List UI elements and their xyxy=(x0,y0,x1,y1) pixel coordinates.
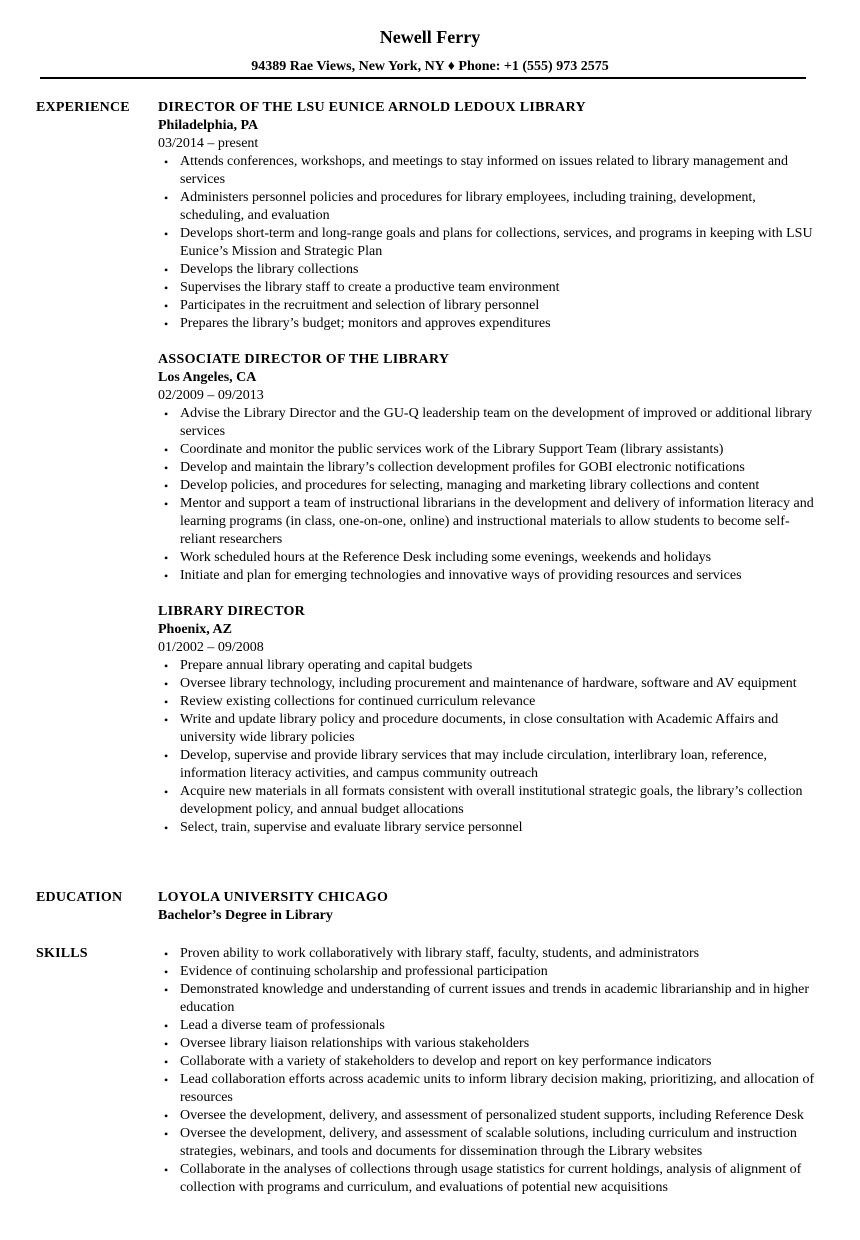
list-item: • Lead a diverse team of professionals xyxy=(158,1017,818,1035)
list-item: • Review existing collections for continued curriculum relevance xyxy=(158,693,818,711)
list-item: • Lead collaboration efforts across academic units to inform library decision making, prioritizing, and allocation of resources xyxy=(158,1071,818,1107)
candidate-name: Newell Ferry xyxy=(379,27,481,47)
job-bullets xyxy=(158,657,818,837)
job-bullets xyxy=(158,153,818,333)
job-location: Los Angeles, CA xyxy=(158,370,257,385)
list-item: • Mentor and support a team of instructional librarians in the development and delivery of information literacy and learning programs (in class, one-on-one, online) and instructional materials to allow students to become self-reliant researchers xyxy=(158,495,818,549)
list-item: • Select, train, supervise and evaluate library service personnel xyxy=(158,819,818,837)
list-item: • Oversee the development, delivery, and assessment of personalized student supports, including Reference Desk xyxy=(158,1107,818,1125)
list-item: • Acquire new materials in all formats consistent with overall institutional strategic goals, the library’s collection development policy, and annual budget allocations xyxy=(158,783,818,819)
job-title: DIRECTOR OF THE LSU EUNICE ARNOLD LEDOUX LIBRARY xyxy=(158,100,586,115)
job-location: Philadelphia, PA xyxy=(158,118,259,133)
section-label-experience: EXPERIENCE xyxy=(36,100,130,115)
list-item: • Evidence of continuing scholarship and professional participation xyxy=(158,963,818,981)
list-item: • Advise the Library Director and the GU-Q leadership team on the development of improved or additional library services xyxy=(158,405,818,441)
section-label-skills: SKILLS xyxy=(36,946,88,961)
list-item: • Oversee the development, delivery, and assessment of scalable solutions, including curriculum and instruction strategies, webinars, and tools and documents for dissemination through the Library websites xyxy=(158,1125,818,1161)
list-item: • Develop and maintain the library’s collection development profiles for GOBI electronic notifications xyxy=(158,459,818,477)
list-item: • Write and update library policy and procedure documents, in close consultation with Academic Affairs and university wide library policies xyxy=(158,711,818,747)
list-item: • Oversee library liaison relationships with various stakeholders xyxy=(158,1035,818,1053)
header-divider xyxy=(40,77,806,79)
list-item: • Develops short-term and long-range goals and plans for collections, services, and programs in keeping with LSU Eunice’s Mission and Strategic Plan xyxy=(158,225,818,261)
job-dates: 02/2009 – 09/2013 xyxy=(158,388,264,403)
list-item: • Collaborate with a variety of stakeholders to develop and report on key performance indicators xyxy=(158,1053,818,1071)
job-location: Phoenix, AZ xyxy=(158,622,232,637)
degree: Bachelor’s Degree in Library xyxy=(158,908,333,923)
list-item: • Participates in the recruitment and selection of library personnel xyxy=(158,297,818,315)
list-item: • Collaborate in the analyses of collections through usage statistics for current holdings, analysis of alignment of collection with programs and curriculum, and evaluations of potential new acquisitions xyxy=(158,1161,818,1197)
list-item: • Initiate and plan for emerging technologies and innovative ways of providing resources and services xyxy=(158,567,818,585)
list-item: • Demonstrated knowledge and understanding of current issues and trends in academic librarianship and in higher education xyxy=(158,981,818,1017)
list-item: • Prepare annual library operating and capital budgets xyxy=(158,657,818,675)
job-dates: 03/2014 – present xyxy=(158,136,259,151)
list-item: • Develop, supervise and provide library services that may include circulation, interlibrary loan, reference, information literacy activities, and campus community outreach xyxy=(158,747,818,783)
school-name: LOYOLA UNIVERSITY CHICAGO xyxy=(158,890,389,905)
list-item: • Supervises the library staff to create a productive team environment xyxy=(158,279,818,297)
contact-line: 94389 Rae Views, New York, NY ♦ Phone: +1 (555) 973 2575 xyxy=(251,59,609,74)
list-item: • Attends conferences, workshops, and meetings to stay informed on issues related to library management and services xyxy=(158,153,818,189)
job-entry xyxy=(158,603,818,837)
list-item: • Work scheduled hours at the Reference Desk including some evenings, weekends and holidays xyxy=(158,549,818,567)
job-title: ASSOCIATE DIRECTOR OF THE LIBRARY xyxy=(158,352,450,367)
section-label-education: EDUCATION xyxy=(36,890,123,905)
list-item: • Prepares the library’s budget; monitors and approves expenditures xyxy=(158,315,818,333)
list-item: • Proven ability to work collaboratively with library staff, faculty, students, and administrators xyxy=(158,945,818,963)
list-item: • Oversee library technology, including procurement and maintenance of hardware, software and AV equipment xyxy=(158,675,818,693)
education-body xyxy=(158,889,818,925)
list-item: • Develops the library collections xyxy=(158,261,818,279)
job-entry xyxy=(158,351,818,585)
list-item: • Develop policies, and procedures for selecting, managing and marketing library collections and content xyxy=(158,477,818,495)
job-title: LIBRARY DIRECTOR xyxy=(158,604,306,619)
skills-list xyxy=(158,945,818,1197)
job-bullets xyxy=(158,405,818,585)
list-item: • Administers personnel policies and procedures for library employees, including training, development, scheduling, and evaluation xyxy=(158,189,818,225)
experience-body xyxy=(158,99,818,855)
job-dates: 01/2002 – 09/2008 xyxy=(158,640,264,655)
list-item: • Coordinate and monitor the public services work of the Library Support Team (library assistants) xyxy=(158,441,818,459)
skills-body xyxy=(158,945,818,1197)
job-entry xyxy=(158,99,818,333)
